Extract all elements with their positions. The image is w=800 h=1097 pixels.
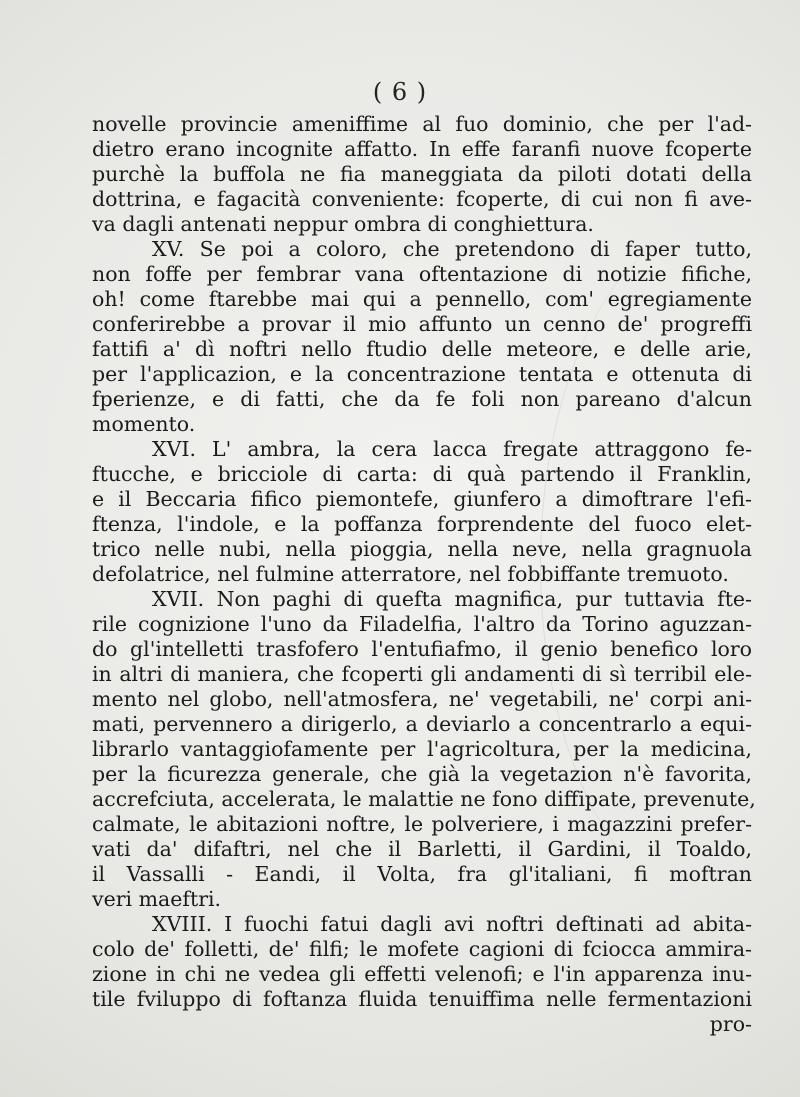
text-line: novelle provincie ameniffime al fuo dominio, che per l'ad- <box>92 112 752 136</box>
text-line: momento. <box>92 412 196 436</box>
catchword: pro- <box>709 1012 752 1036</box>
text-line: ftenza, l'indole, e la poffanza forprendente del fuoco elet- <box>92 512 752 536</box>
paragraph-xv: XV. Se poi a coloro, che pretendono di faper tutto, <box>152 237 752 261</box>
text-line: mati, pervennero a dirigerlo, a deviarlo a concentrarlo a equi- <box>92 712 752 736</box>
text-line: in altri di maniera, che fcoperti gli andamenti di sì terribil ele- <box>92 662 752 686</box>
text-line: librarlo vantaggiofamente per l'agricoltura, per la medicina, <box>92 737 752 761</box>
text-line: zione in chi ne vedea gli effetti velenofi; e l'in apparenza inu- <box>92 962 752 986</box>
text-line: trico nelle nubi, nella pioggia, nella neve, nella gragnuola <box>92 537 752 561</box>
text-line: calmate, le abitazioni noftre, le polveriere, i magazzini prefer- <box>92 812 752 836</box>
text-line: il Vassalli - Eandi, il Volta, fra gl'italiani, fi moftran <box>92 862 752 886</box>
text-line: per la ficurezza generale, che già la vegetazion n'è favorita, <box>92 762 752 786</box>
text-line: veri maeftri. <box>92 887 222 911</box>
text-line: fperienze, e di fatti, che da fe foli non pareano d'alcun <box>92 387 752 411</box>
text-line: dottrina, e fagacità conveniente: fcoperte, di cui non fi ave- <box>92 187 752 211</box>
text-line: e il Beccaria fifico piemontefe, giunfero a dimoftrare l'efi- <box>92 487 752 511</box>
paragraph-xvi: XVI. L' ambra, la cera lacca fregate attraggono fe- <box>152 437 752 461</box>
text-line: colo de' folletti, de' filfi; le mofete cagioni di fciocca ammira- <box>92 937 752 961</box>
paragraph-xvii: XVII. Non paghi di quefta magnifica, pur tuttavia fte- <box>152 587 752 611</box>
text-line: non foffe per fembrar vana oftentazione di notizie fifiche, <box>92 262 752 286</box>
paragraph-xviii: XVIII. I fuochi fatui dagli avi noftri deftinati ad abita- <box>152 912 752 936</box>
text-line: per l'applicazion, e la concentrazione tentata e ottenuta di <box>92 362 752 386</box>
text-line: tile fviluppo di foftanza fluida tenuiffima nelle fermentazioni <box>92 987 752 1011</box>
page-number: ( 6 ) <box>372 78 428 106</box>
text-line: vati da' difaftri, nel che il Barletti, il Gardini, il Toaldo, <box>92 837 752 861</box>
text-line: dietro erano incognite affatto. In effe faranfi nuove fcoperte <box>92 137 752 161</box>
text-line: defolatrice, nel fulmine atterratore, nel fobbiffante tremuoto. <box>92 562 729 586</box>
text-body <box>92 112 756 1037</box>
text-line: rile cognizione l'uno da Filadelfia, l'altro da Torino aguzzan- <box>92 612 752 636</box>
text-line: mento nel globo, nell'atmosfera, ne' vegetabili, ne' corpi ani- <box>92 687 752 711</box>
text-line: va dagli antenati neppur ombra di conghiettura. <box>92 212 594 236</box>
text-line: ftucche, e bricciole di carta: di quà partendo il Franklin, <box>92 462 752 486</box>
text-line: conferirebbe a provar il mio affunto un cenno de' progreffi <box>92 312 752 336</box>
text-line: fattifi a' dì noftri nello ftudio delle meteore, e delle arie, <box>92 337 752 361</box>
text-line: purchè la buffola ne fia maneggiata da piloti dotati della <box>92 162 752 186</box>
text-line: accrefciuta, accelerata, le malattie ne fono diffipate, prevenute, <box>92 787 756 811</box>
text-line: do gl'intelletti trasfofero l'entufiafmo, il genio benefico loro <box>92 637 752 661</box>
text-line: oh! come ftarebbe mai qui a pennello, com' egregiamente <box>92 287 752 311</box>
